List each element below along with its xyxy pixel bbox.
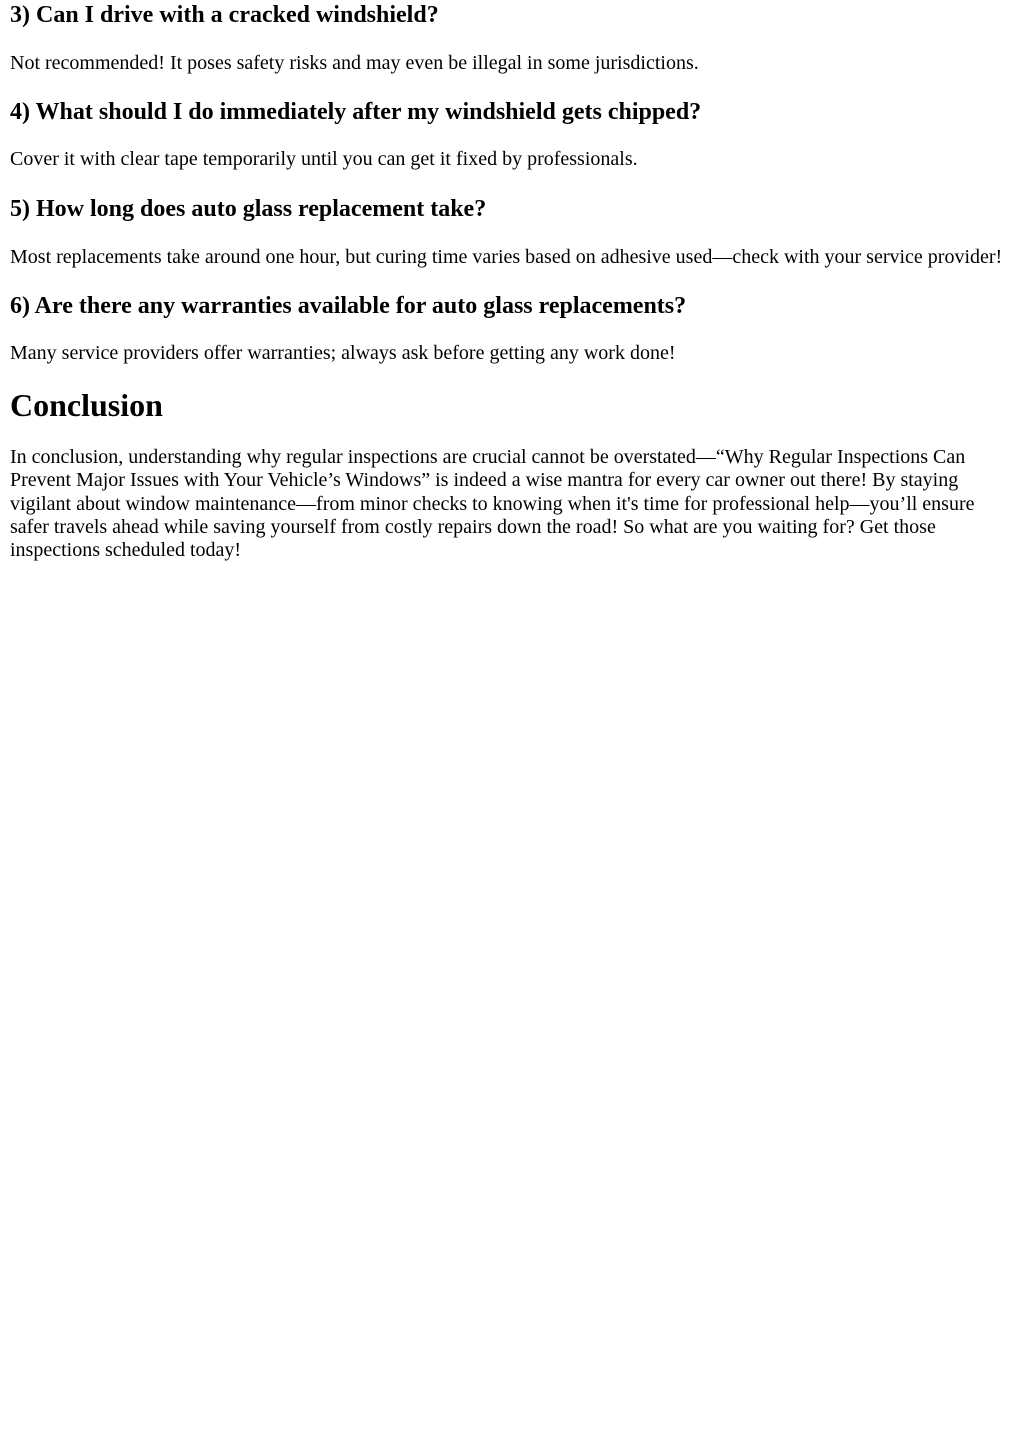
faq-question-4: 4) What should I do immediately after my windshield gets chipped? (10, 99, 702, 126)
faq-answer-3: Not recommended! It poses safety risks and may even be illegal in some jurisdictions. (10, 52, 699, 74)
faq-question-3: 3) Can I drive with a cracked windshield? (10, 2, 439, 28)
faq-question-5: 5) How long does auto glass replacement take? (10, 195, 487, 222)
faq-question-6: 6) Are there any warranties available for auto glass replacements? (10, 292, 687, 319)
article-content (0, 1, 1024, 563)
conclusion-heading: Conclusion (10, 387, 163, 424)
conclusion-body: In conclusion, understanding why regular inspections are crucial cannot be overstated—“Why Regular Inspections Can Prevent Major Issues with Your Vehicle’s Windows” is indeed a wise mantra for every car owner out there! By staying vigilant about window maintenance—from minor checks to knowing when it's time for professional help—you’ll ensure safer travels ahead while saving yourself from costly repairs down the road! So what are you waiting for? Get those inspections scheduled today! (10, 446, 975, 562)
faq-answer-6: Many service providers offer warranties; always ask before getting any work done! (10, 341, 676, 364)
faq-answer-4: Cover it with clear tape temporarily until you can get it fixed by professionals. (10, 148, 638, 171)
faq-answer-5: Most replacements take around one hour, but curing time varies based on adhesive used—check with your service provider! (10, 245, 1003, 268)
